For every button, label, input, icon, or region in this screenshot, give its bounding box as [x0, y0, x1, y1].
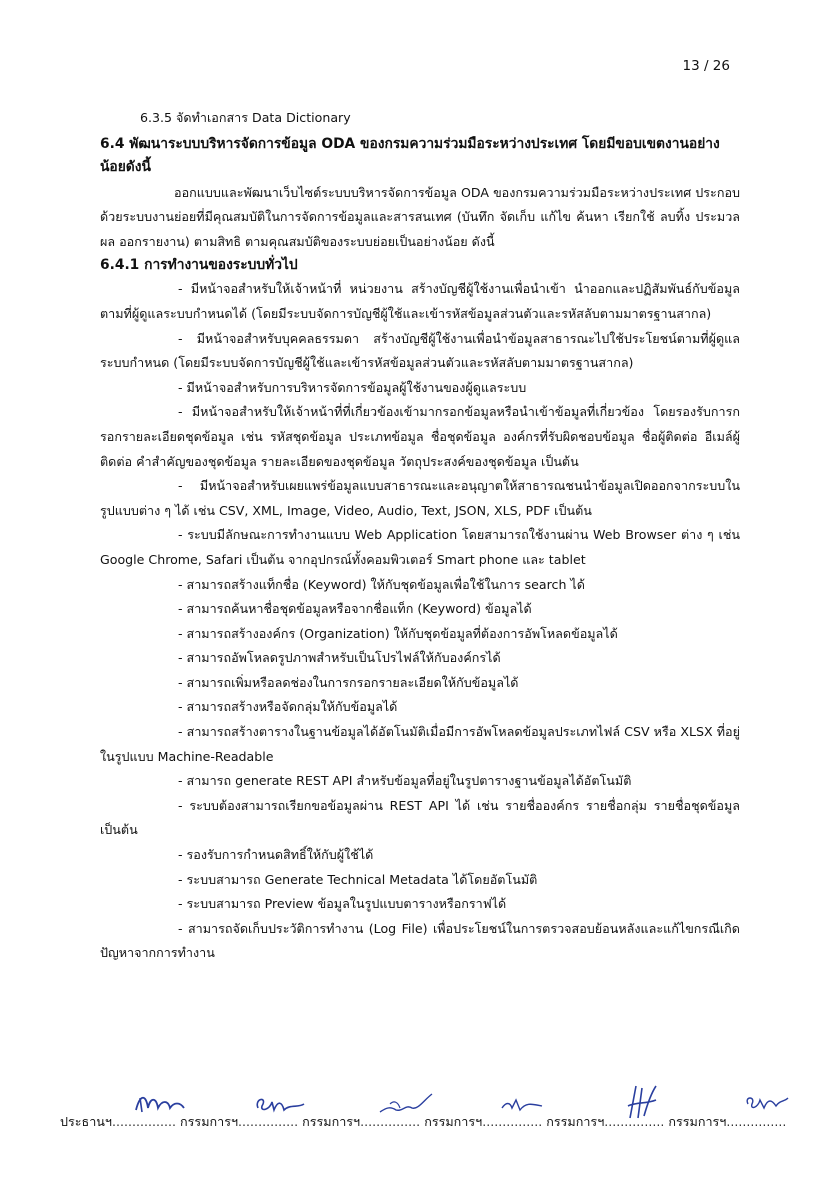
list-item: - สามารถเพิ่มหรือลดช่องในการกรอกรายละเอียดให้กับข้อมูลได้ [178, 674, 519, 690]
list-item: - มีหน้าจอสำหรับการบริหารจัดการข้อมูลผู้ใช้งานของผู้ดูแลระบบ [178, 379, 527, 395]
list-item: - ระบบสามารถ Preview ข้อมูลในรูปแบบตารางหรือกราฟได้ [178, 896, 507, 912]
signature-label: กรรมการฯ [302, 1114, 361, 1129]
signature-row [60, 1112, 787, 1132]
intro-paragraph: ออกแบบและพัฒนาเว็บไซต์ระบบบริหารจัดการข้อมูล ODA ของกรมความร่วมมือระหว่างประเทศ ประกอบด้วยระบบงานย่อยที่มีคุณสมบัติในการจัดการข้อมูลและสารสนเทศ (บันทึก จัดเก็บ แก้ไข ค้นหา เรียกใช้ ลบทิ้ง ประมวลผล ออกรายงาน) ตามสิทธิ ตามคุณสมบัติของระบบย่อยเป็นอย่างน้อย ดังนี้ [100, 184, 740, 249]
list-item: - มีหน้าจอสำหรับให้เจ้าหน้าที่ที่เกี่ยวข้องเข้ามากรอกข้อมูลหรือนำเข้าข้อมูลที่เกี่ยวข้อง โดยรองรับการกรอกรายละเอียดชุดข้อมูล เช่น รหัสชุดข้อมูล ประเภทข้อมูล ชื่อชุดข้อมูล องค์กรที่รับผิดชอบข้อมูล ชื่อผู้ติดต่อ อีเมล์ผู้ติดต่อ คำสำคัญของชุดข้อมูล รายละเอียดของชุดข้อมูล วัตถุประสงค์ของชุดข้อมูล เป็นต้น [100, 404, 740, 469]
signature-block-chair [60, 1112, 176, 1132]
signature-block-member-4 [546, 1112, 664, 1132]
signature-line: ............... [726, 1114, 787, 1129]
list-item: - ระบบต้องสามารถเรียกขอข้อมูลผ่าน REST API ได้ เช่น รายชื่อองค์กร รายชื่อกลุ่ม รายชื่อชุดข้อมูล เป็นต้น [100, 797, 740, 838]
list-item: - สามารถสร้างองค์กร (Organization) ให้กับชุดข้อมูลที่ต้องการอัพโหลดข้อมูลได้ [178, 625, 618, 641]
list-item: - สามารถสร้างแท็กชื่อ (Keyword) ให้กับชุดข้อมูลเพื่อใช้ในการ search ได้ [178, 576, 585, 592]
signature-line: ............... [238, 1114, 299, 1129]
list-item: - มีหน้าจอสำหรับบุคคลธรรมดา สร้างบัญชีผู้ใช้งานเพื่อนำข้อมูลสาธารณะไปใช้ประโยชน์ตามที่ผู้ดูแลระบบกำหนด (โดยมีระบบจัดการบัญชีผู้ใช้และเข้ารหัสข้อมูลส่วนตัวและรหัสลับตามมาตรฐานสากล) [100, 330, 740, 371]
handwritten-signature-icon [622, 1082, 662, 1122]
document-body [100, 106, 740, 966]
list-item: - มีหน้าจอสำหรับให้เจ้าหน้าที่ หน่วยงาน สร้างบัญชีผู้ใช้งานเพื่อนำเข้า นำออกและปฏิสัมพันธ์กับข้อมูลตามที่ผู้ดูแลระบบกำหนดได้ (โดยมีระบบจัดการบัญชีผู้ใช้และเข้ารหัสข้อมูลส่วนตัวและรหัสลับตามมาตรฐานสากล) [100, 281, 740, 321]
heading-6-4-1: 6.4.1 การทำงานของระบบทั่วไป [100, 257, 298, 274]
signature-block-member-1 [180, 1112, 298, 1132]
list-item: - รองรับการกำหนดสิทธิ์ให้กับผู้ใช้ได้ [178, 847, 374, 863]
signature-line: ............... [482, 1114, 543, 1129]
section-6-3-5: 6.3.5 จัดทำเอกสาร Data Dictionary [140, 110, 351, 125]
list-item: - สามารถจัดเก็บประวัติการทำงาน (Log File) เพื่อประโยชน์ในการตรวจสอบย้อนหลังและแก้ไขกรณีเกิดปัญหาจากการทำงาน [100, 920, 740, 961]
signature-block-member-5 [668, 1112, 786, 1132]
signature-line: ............... [360, 1114, 421, 1129]
signature-label: กรรมการฯ [546, 1114, 605, 1129]
list-item: - มีหน้าจอสำหรับเผยแพร่ข้อมูลแบบสาธารณะและอนุญาตให้สาธารณชนนำข้อมูลเปิดออกจากระบบในรูปแบบต่าง ๆ ได้ เช่น CSV, XML, Image, Video, Audio, Text, JSON, XLS, PDF เป็นต้น [100, 478, 740, 518]
signature-line: ............... [604, 1114, 665, 1129]
signature-label: ประธานฯ [60, 1114, 112, 1129]
handwritten-signature-icon [498, 1090, 548, 1116]
signature-block-member-3 [424, 1112, 542, 1132]
signature-line: ................ [111, 1114, 177, 1129]
signature-label: กรรมการฯ [424, 1114, 483, 1129]
list-item: - ระบบมีลักษณะการทำงานแบบ Web Application โดยสามารถใช้งานผ่าน Web Browser ต่าง ๆ เช่น Google Chrome, Safari เป็นต้น จากอุปกรณ์ทั้งคอมพิวเตอร์ Smart phone และ tablet [100, 527, 740, 567]
list-item: - สามารถ generate REST API สำหรับข้อมูลที่อยู่ในรูปตารางฐานข้อมูลได้อัตโนมัติ [178, 773, 632, 789]
list-item: - ระบบสามารถ Generate Technical Metadata ได้โดยอัตโนมัติ [178, 871, 538, 887]
handwritten-signature-icon [742, 1092, 792, 1116]
page-number: 13 / 26 [682, 58, 730, 74]
signature-label: กรรมการฯ [668, 1114, 727, 1129]
heading-6-4: 6.4 พัฒนาระบบบริหารจัดการข้อมูล ODA ของกรมความร่วมมือระหว่างประเทศ โดยมีขอบเขตงานอย่างน้อยดังนี้ [100, 135, 720, 175]
list-item: - สามารถสร้างตารางในฐานข้อมูลได้อัตโนมัติเมื่อมีการอัพโหลดข้อมูลประเภทไฟล์ CSV หรือ XLSX ที่อยู่ในรูปแบบ Machine-Readable [100, 724, 740, 764]
list-item: - สามารถสร้างหรือจัดกลุ่มให้กับข้อมูลได้ [178, 699, 398, 715]
list-item: - สามารถอัพโหลดรูปภาพสำหรับเป็นโปรไฟล์ให้กับองค์กรได้ [178, 650, 501, 666]
signature-block-member-2 [302, 1112, 420, 1132]
list-item: - สามารถค้นหาชื่อชุดข้อมูลหรือจากชื่อแท็ก (Keyword) ข้อมูลได้ [178, 601, 532, 617]
signature-label: กรรมการฯ [180, 1114, 239, 1129]
